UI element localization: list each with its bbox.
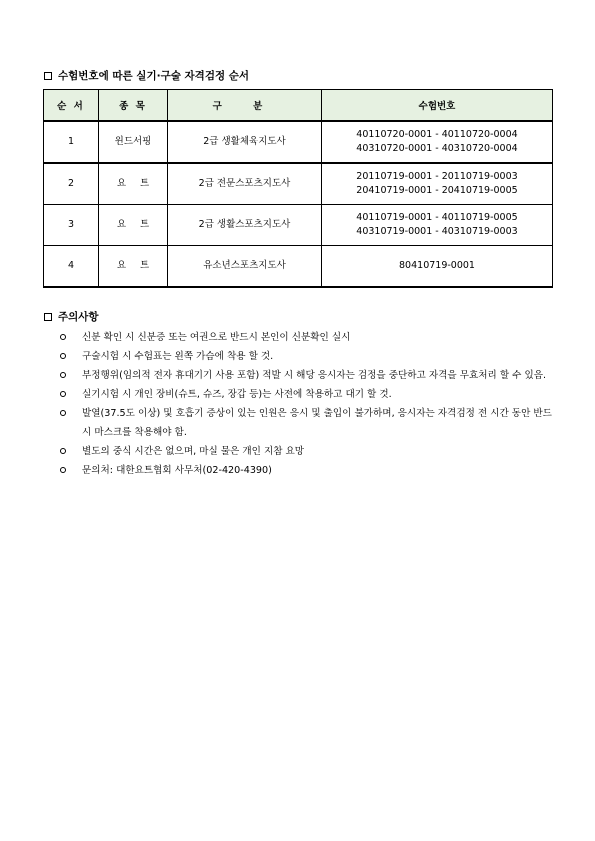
cell-order: 2 [44,163,99,205]
note-text: 문의처: 대한요트협회 사무처(02-420-4390) [82,465,272,476]
cell-event: 요트 [99,205,168,246]
checkbox-square-icon [44,72,52,80]
list-item [60,461,554,480]
cell-exam-numbers [322,246,553,288]
cell-exam-numbers [322,121,553,163]
cell-event: 요트 [99,246,168,288]
cell-event: 요트 [99,163,168,205]
cell-category: 유소년스포츠지도사 [168,246,322,288]
table-row [44,163,553,205]
exam-number-range: 40310719-0001 - 40310719-0003 [356,226,518,237]
cell-order: 4 [44,246,99,288]
list-item [60,347,554,366]
header-order: 순 서 [44,90,99,122]
exam-number-range: 20110719-0001 - 20110719-0003 [356,171,518,182]
exam-order-table [43,89,553,288]
note-text: 신분 확인 시 신분증 또는 여권으로 반드시 본인이 신분확인 실시 [82,332,351,343]
circle-bullet-icon [60,391,66,397]
notes-list [60,328,554,480]
list-item [60,366,554,385]
table-header-row [44,90,553,122]
section-title-order [44,68,249,83]
list-item [60,328,554,347]
section-title-order-text: 수험번호에 따른 실기·구술 자격검정 순서 [58,70,250,82]
note-text: 부정행위(임의적 전자 휴대기기 사용 포함) 적발 시 해당 응시자는 검정을 중단하고 자격을 무효처리 할 수 있음. [82,370,547,381]
note-text: 구술시험 시 수험표는 왼쪽 가슴에 착용 할 것. [82,351,274,362]
table-row [44,205,553,246]
cell-event: 윈드서핑 [99,121,168,163]
cell-order: 1 [44,121,99,163]
list-item [60,404,554,442]
exam-number-range: 40110720-0001 - 40110720-0004 [356,129,518,140]
list-item [60,442,554,461]
cell-category: 2급 생활스포츠지도사 [168,205,322,246]
section-title-notes [44,309,99,324]
cell-order: 3 [44,205,99,246]
circle-bullet-icon [60,448,66,454]
exam-number-range: 20410719-0001 - 20410719-0005 [356,185,518,196]
checkbox-square-icon [44,313,52,321]
header-exam-number: 수험번호 [322,90,553,122]
circle-bullet-icon [60,353,66,359]
circle-bullet-icon [60,410,66,416]
section-title-notes-text: 주의사항 [58,311,99,323]
note-text: 발열(37.5도 이상) 및 호흡기 증상이 있는 인원은 응시 및 출입이 불가하며, 응시자는 자격검정 전 시간 동안 반드시 마스크를 착용해야 함. [82,408,552,438]
header-event: 종 목 [99,90,168,122]
exam-number-range: 40110719-0001 - 40110719-0005 [356,212,518,223]
circle-bullet-icon [60,467,66,473]
header-category: 구 분 [168,90,322,122]
note-text: 별도의 중식 시간은 없으며, 마실 물은 개인 지참 요망 [82,446,305,457]
circle-bullet-icon [60,334,66,340]
circle-bullet-icon [60,372,66,378]
exam-number-range: 40310720-0001 - 40310720-0004 [356,143,518,154]
cell-category: 2급 전문스포츠지도사 [168,163,322,205]
cell-exam-numbers [322,163,553,205]
note-text: 실기시험 시 개인 장비(슈트, 슈즈, 장갑 등)는 사전에 착용하고 대기 할 것. [82,389,392,400]
cell-category: 2급 생활체육지도사 [168,121,322,163]
cell-exam-numbers [322,205,553,246]
table-row [44,246,553,288]
table-row [44,121,553,163]
exam-number-range: 80410719-0001 [399,260,475,271]
list-item [60,385,554,404]
